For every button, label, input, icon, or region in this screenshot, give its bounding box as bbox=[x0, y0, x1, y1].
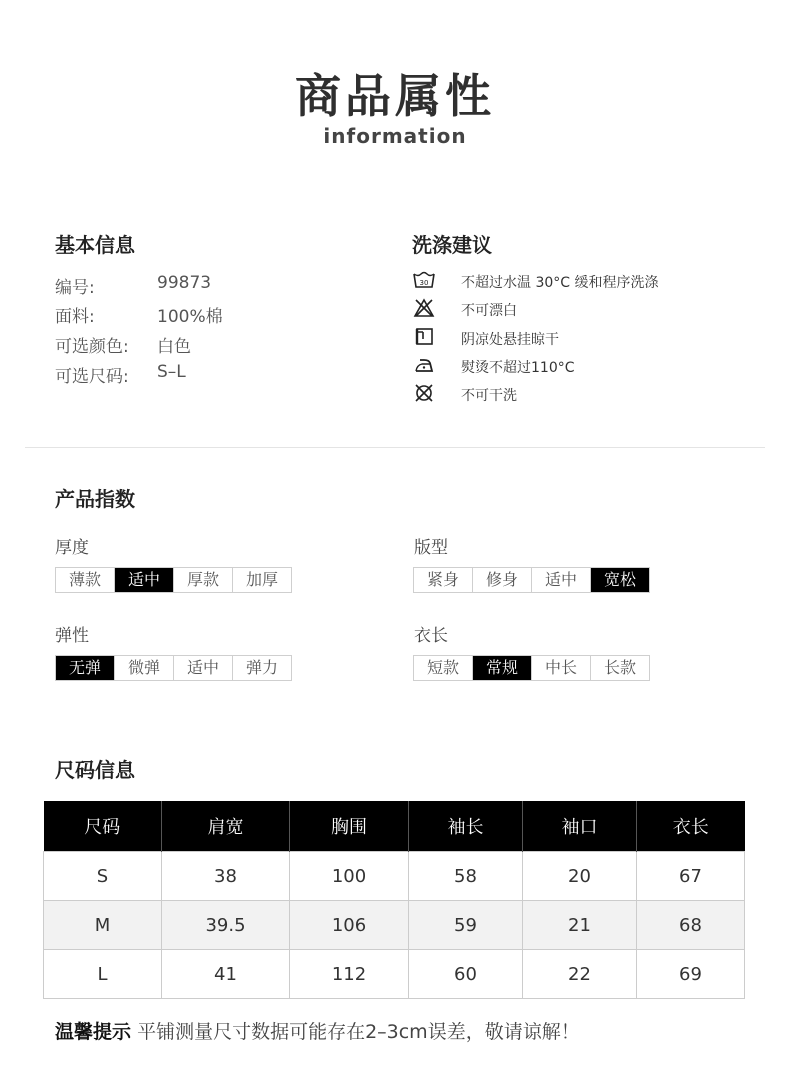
info-key: 编号: bbox=[55, 278, 95, 298]
size-table bbox=[43, 801, 745, 999]
table-cell: L bbox=[44, 950, 162, 999]
tip-text: 平铺测量尺寸数据可能存在2–3cm误差，敬请谅解！ bbox=[137, 1021, 580, 1043]
column-header: 胸围 bbox=[290, 801, 409, 852]
tip-label: 温馨提示 bbox=[55, 1021, 132, 1043]
length-scale bbox=[413, 655, 650, 681]
scale-option: 厚款 bbox=[174, 568, 233, 592]
thickness-scale bbox=[55, 567, 292, 593]
info-key: 面料: bbox=[55, 307, 95, 327]
table-cell: 69 bbox=[637, 950, 745, 999]
info-key: 可选颜色: bbox=[55, 337, 129, 357]
wash-30-icon bbox=[412, 270, 436, 290]
table-cell: 58 bbox=[409, 852, 523, 901]
table-cell: 112 bbox=[290, 950, 409, 999]
scale-option: 适中 bbox=[532, 568, 591, 592]
scale-option-selected: 无弹 bbox=[56, 656, 115, 680]
info-value: 99873 bbox=[157, 273, 212, 293]
wash-text: 阴凉处悬挂晾干 bbox=[461, 332, 559, 348]
column-header: 尺码 bbox=[44, 801, 162, 852]
scale-option: 微弹 bbox=[115, 656, 174, 680]
table-cell: 20 bbox=[523, 852, 637, 901]
table-cell: 21 bbox=[523, 901, 637, 950]
table-cell: 41 bbox=[162, 950, 290, 999]
wash-item bbox=[412, 270, 752, 292]
scale-option: 修身 bbox=[473, 568, 532, 592]
table-cell: 106 bbox=[290, 901, 409, 950]
info-value: S–L bbox=[157, 362, 186, 382]
product-index-heading: 产品指数 bbox=[55, 487, 135, 511]
no-dry-clean-icon bbox=[412, 383, 436, 403]
no-bleach-icon bbox=[412, 298, 436, 318]
wash-item bbox=[412, 327, 752, 349]
table-cell: M bbox=[44, 901, 162, 950]
table-row bbox=[44, 950, 745, 999]
fit-scale bbox=[413, 567, 650, 593]
scale-option: 薄款 bbox=[56, 568, 115, 592]
column-header: 袖口 bbox=[523, 801, 637, 852]
info-value: 100%棉 bbox=[157, 307, 223, 327]
table-header-row bbox=[44, 801, 745, 852]
wash-text: 熨烫不超过110°C bbox=[461, 360, 575, 376]
table-cell: 60 bbox=[409, 950, 523, 999]
wash-text: 不超过水温 30°C 缓和程序洗涤 bbox=[461, 275, 659, 291]
table-cell: S bbox=[44, 852, 162, 901]
column-header: 衣长 bbox=[637, 801, 745, 852]
info-row-sku bbox=[55, 273, 375, 298]
scale-option: 短款 bbox=[414, 656, 473, 680]
fit-label: 版型 bbox=[414, 538, 448, 558]
svg-text:30: 30 bbox=[419, 279, 429, 287]
page-title: 商品属性 bbox=[295, 69, 495, 123]
thickness-label: 厚度 bbox=[55, 538, 89, 558]
scale-option: 加厚 bbox=[233, 568, 292, 592]
wash-text: 不可漂白 bbox=[461, 303, 517, 319]
scale-option: 长款 bbox=[591, 656, 650, 680]
wash-item bbox=[412, 355, 752, 377]
table-cell: 38 bbox=[162, 852, 290, 901]
size-info-heading: 尺码信息 bbox=[55, 758, 135, 782]
tip-note bbox=[55, 1017, 580, 1044]
table-cell: 67 bbox=[637, 852, 745, 901]
table-cell: 39.5 bbox=[162, 901, 290, 950]
scale-option-selected: 常规 bbox=[473, 656, 532, 680]
wash-item bbox=[412, 383, 752, 405]
section-divider bbox=[25, 447, 765, 448]
table-cell: 68 bbox=[637, 901, 745, 950]
info-row-fabric bbox=[55, 302, 375, 327]
table-cell: 100 bbox=[290, 852, 409, 901]
elasticity-scale bbox=[55, 655, 292, 681]
washing-heading: 洗涤建议 bbox=[412, 233, 492, 257]
wash-text: 不可干洗 bbox=[461, 388, 517, 404]
info-key: 可选尺码: bbox=[55, 367, 129, 387]
scale-option: 弹力 bbox=[233, 656, 292, 680]
page-subtitle: information bbox=[323, 124, 467, 148]
scale-option-selected: 宽松 bbox=[591, 568, 650, 592]
line-dry-shade-icon bbox=[412, 327, 436, 347]
scale-option: 紧身 bbox=[414, 568, 473, 592]
scale-option-selected: 适中 bbox=[115, 568, 174, 592]
table-cell: 22 bbox=[523, 950, 637, 999]
wash-item bbox=[412, 298, 752, 320]
column-header: 袖长 bbox=[409, 801, 523, 852]
iron-icon bbox=[412, 355, 436, 375]
info-row-size bbox=[55, 362, 375, 387]
elasticity-label: 弹性 bbox=[55, 626, 89, 646]
info-value: 白色 bbox=[157, 337, 191, 357]
table-cell: 59 bbox=[409, 901, 523, 950]
scale-option: 适中 bbox=[174, 656, 233, 680]
info-row-color bbox=[55, 332, 375, 357]
column-header: 肩宽 bbox=[162, 801, 290, 852]
basic-info-heading: 基本信息 bbox=[55, 233, 135, 257]
length-label: 衣长 bbox=[414, 626, 448, 646]
table-row bbox=[44, 901, 745, 950]
scale-option: 中长 bbox=[532, 656, 591, 680]
table-row bbox=[44, 852, 745, 901]
